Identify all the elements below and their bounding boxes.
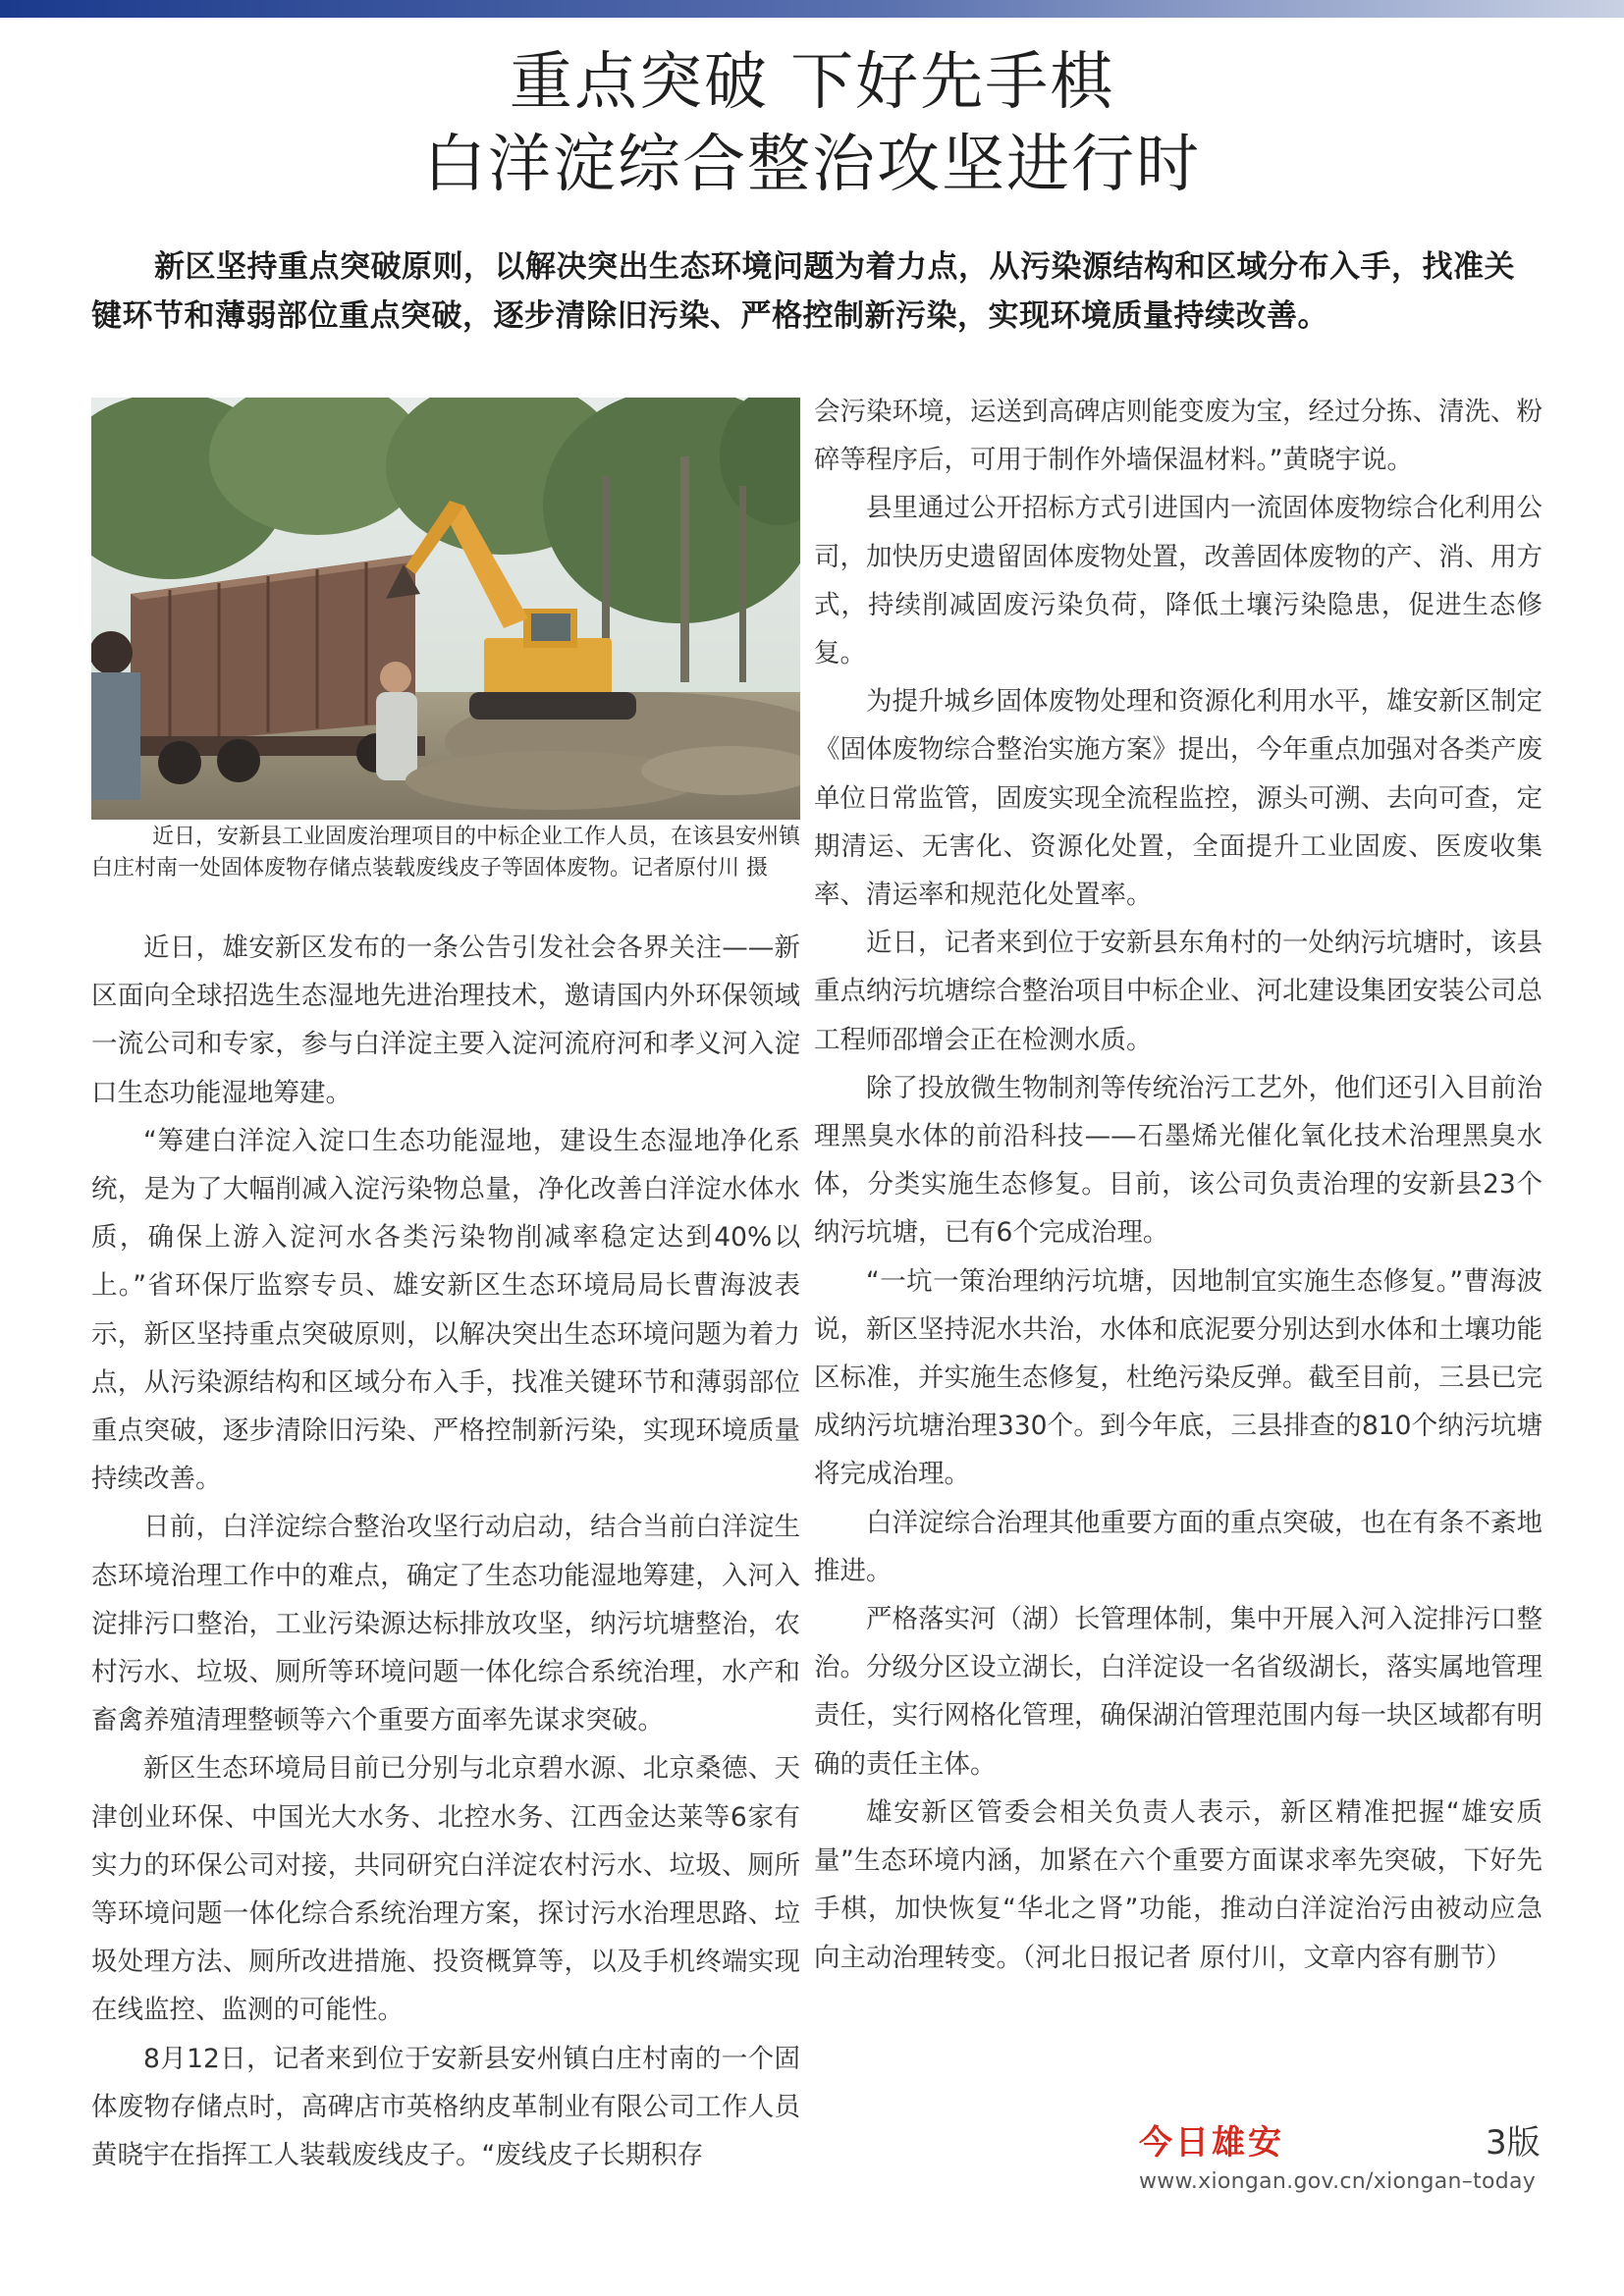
- paragraph: 雄安新区管委会相关负责人表示，新区精准把握“雄安质量”生态环境内涵，加紧在六个重要方面谋求率先突破，下好先手棋，加快恢复“华北之肾”功能，推动白洋淀治污由被动应急向主动治理转变。（河北日报记者 原付川，文章内容有删节）: [814, 1796, 1543, 1973]
- photo-caption: 近日，安新县工业固废治理项目的中标企业工作人员，在该县安州镇白庄村南一处固体废物存储点装载废线皮子等固体废物。记者原付川 摄: [91, 825, 801, 881]
- paragraph: “筹建白洋淀入淀口生态功能湿地，建设生态湿地净化系统，是为了大幅削减入淀污染物总量，净化改善白洋淀水体水质，确保上游入淀河水各类污染物削减率稳定达到40%以上。”省环保厅监察专员、雄安新区生态环境局局长曹海波表示，新区坚持重点突破原则，以解决突出生态环境问题为着力点，从污染源结构和区域分布入手，找准关键环节和薄弱部位重点突破，逐步清除旧污染、严格控制新污染，实现环境质量持续改善。: [91, 1125, 800, 1495]
- paragraph: 白洋淀综合治理其他重要方面的重点突破，也在有条不紊地推进。: [814, 1507, 1543, 1586]
- footer-url: www.xiongan.gov.cn/xiongan–today: [1139, 2169, 1537, 2194]
- paragraph-continued: 会污染环境，运送到高碑店则能变废为宝，经过分拣、清洗、粉碎等程序后，可用于制作外墙保温材料。”黄晓宇说。: [814, 397, 1543, 476]
- paragraph: 新区生态环境局目前已分别与北京碧水源、北京桑德、天津创业环保、中国光大水务、北控水务、江西金达莱等6家有实力的环保公司对接，共同研究白洋淀农村污水、垃圾、厕所等环境问题一体化综合系统治理方案，探讨污水治理思路、垃圾处理方法、厕所改进措施、投资概算等，以及手机终端实现在线监控、监测的可能性。: [91, 1753, 800, 2026]
- paragraph: 日前，白洋淀综合整治攻坚行动启动，结合当前白洋淀生态环境治理工作中的难点，确定了生态功能湿地筹建，入河入淀排污口整治，工业污染源达标排放攻坚，纳污坑塘整治，农村污水、垃圾、厕所等环境问题一体化综合系统治理，水产和畜禽养殖清理整顿等六个重要方面率先谋求突破。: [91, 1512, 800, 1736]
- paragraph: 近日，记者来到位于安新县东角村的一处纳污坑塘时，该县重点纳污坑塘综合整治项目中标企业、河北建设集团安装公司总工程师邵增会正在检测水质。: [814, 928, 1543, 1055]
- news-photo: [91, 398, 800, 820]
- paragraph: 县里通过公开招标方式引进国内一流固体废物综合化利用公司，加快历史遗留固体废物处置，改善固体废物的产、消、用方式，持续削减固废污染负荷，降低土壤污染隐患，促进生态修复。: [814, 493, 1543, 669]
- paragraph: 为提升城乡固体废物处理和资源化利用水平，雄安新区制定《固体废物综合整治实施方案》提出，今年重点加强对各类产废单位日常监管，固废实现全流程监控，源头可溯、去向可查，定期清运、无害化、资源化处置，全面提升工业固废、医废收集率、清运率和规范化处置率。: [814, 686, 1543, 911]
- title-line-1: 重点突破 下好先手棋: [509, 46, 1115, 119]
- paragraph: 除了投放微生物制剂等传统治污工艺外，他们还引入目前治理黑臭水体的前沿科技——石墨烯光催化氧化技术治理黑臭水体，分类实施生态修复。目前，该公司负责治理的安新县23个纳污坑塘，已有6个完成治理。: [814, 1072, 1543, 1249]
- article-column-right: [814, 388, 1543, 1982]
- paragraph: “一坑一策治理纳污坑塘，因地制宜实施生态修复。”曹海波说，新区坚持泥水共治，水体和底泥要分别达到水体和土壤功能区标准，并实施生态修复，杜绝污染反弹。截至目前，三县已完成纳污坑塘治理330个。到今年底，三县排查的810个纳污坑塘将完成治理。: [814, 1265, 1543, 1490]
- lead-paragraph: 新区坚持重点突破原则，以解决突出生态环境问题为着力点，从污染源结构和区域分布入手，找准关键环节和薄弱部位重点突破，逐步清除旧污染、严格控制新污染，实现环境质量持续改善。: [91, 249, 1515, 334]
- paragraph: 严格落实河（湖）长管理体制，集中开展入河入淀排污口整治。分级分区设立湖长，白洋淀设一名省级湖长，落实属地管理责任，实行网格化管理，确保湖泊管理范围内每一块区域都有明确的责任主体。: [814, 1604, 1543, 1780]
- brand-logo: 今日雄安: [1139, 2123, 1284, 2163]
- page-title: [0, 41, 1624, 206]
- article-column-left: [91, 924, 800, 2179]
- photo-illustration: [91, 398, 800, 820]
- title-line-2: 白洋淀综合整治攻坚进行时: [423, 129, 1201, 201]
- page-number: 3版: [1486, 2123, 1541, 2163]
- paragraph: 8月12日，记者来到位于安新县安州镇白庄村南的一个固体废物存储点时，高碑店市英格纳皮革制业有限公司工作人员黄晓宇在指挥工人装载废线皮子。“废线皮子长期积存: [91, 2043, 800, 2171]
- top-banner-bar: [0, 0, 1624, 18]
- paragraph: 近日，雄安新区发布的一条公告引发社会各界关注——新区面向全球招选生态湿地先进治理技术，邀请国内外环保领域一流公司和专家，参与白洋淀主要入淀河流府河和孝义河入淀口生态功能湿地筹建。: [91, 933, 800, 1108]
